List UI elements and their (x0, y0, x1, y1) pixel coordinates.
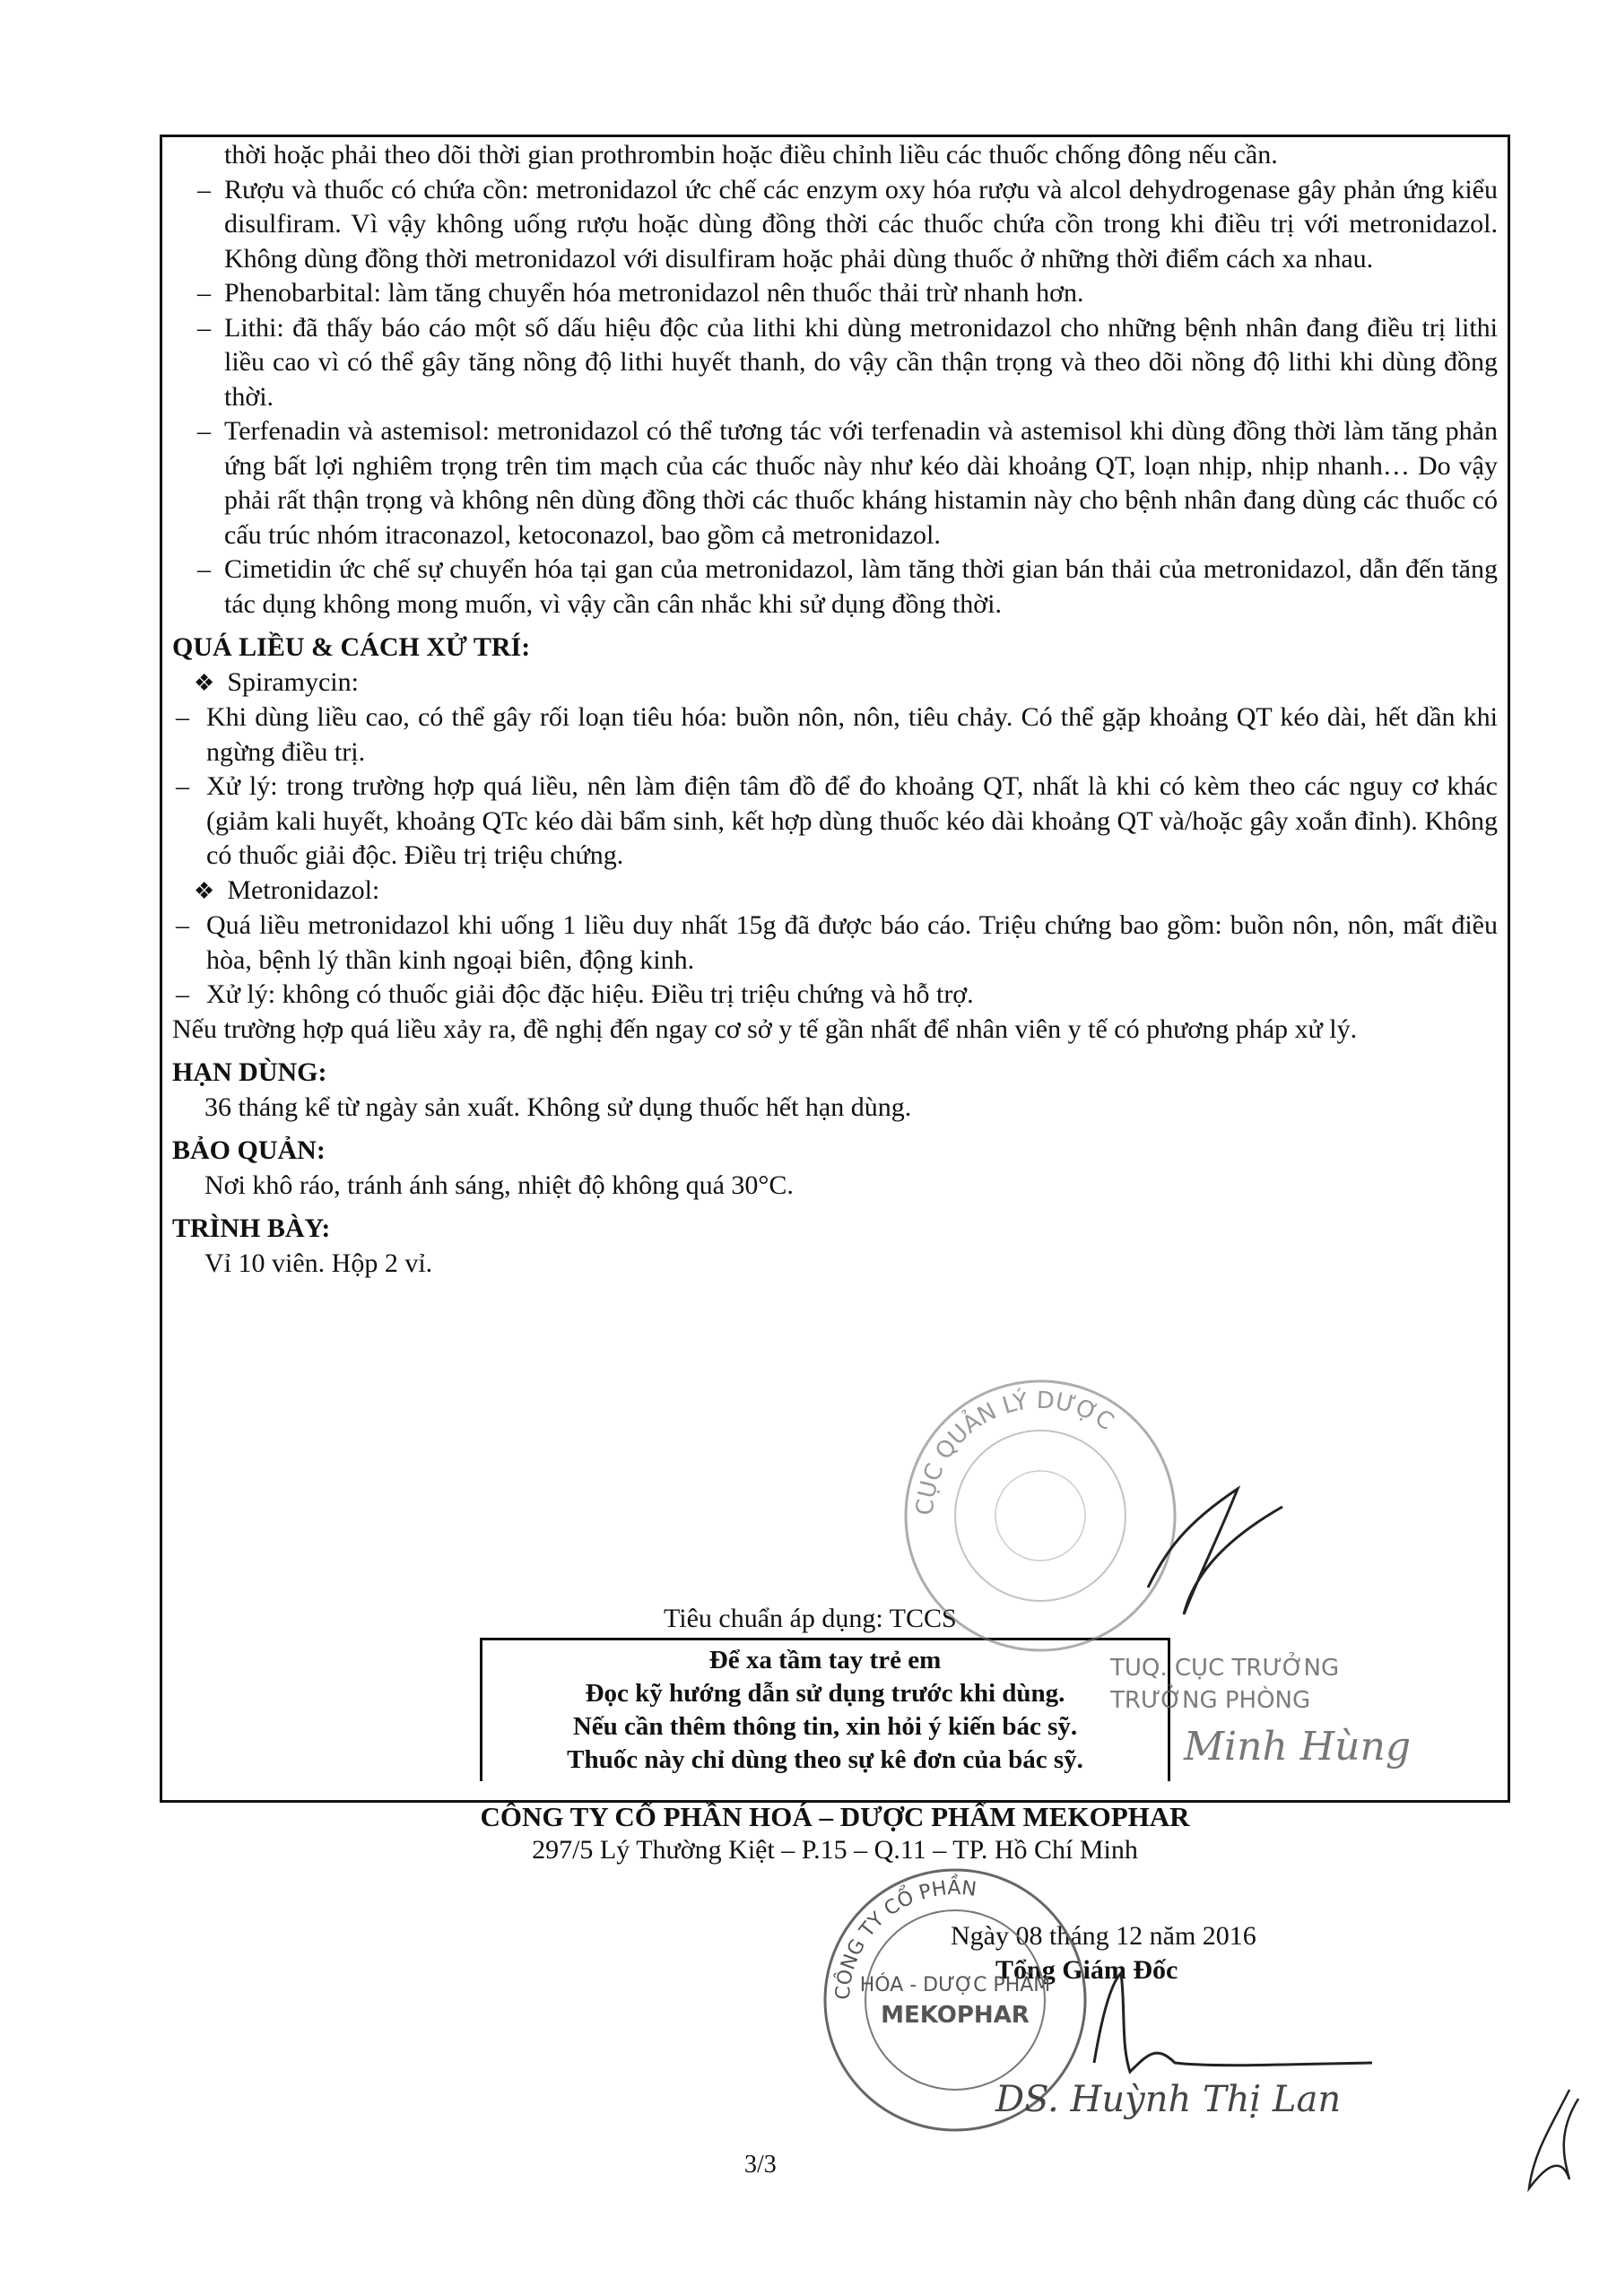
interaction-item-6: – Cimetidin ức chế sự chuyển hóa tại gan của metronidazol, làm tăng thời gian bán thải của metronidazol, dẫn đến tăng tác dụng không mong muốn, vì vậy cần cân nhắc khi sử dụng đồng thời. (172, 552, 1498, 622)
warning-line-4: Thuốc này chỉ dùng theo sự kê đơn của bác sỹ. (567, 1745, 1083, 1774)
overdose-note: Nếu trường hợp quá liều xảy ra, đề nghị đến ngay cơ sở y tế gần nhất để nhân viên y tế có phương pháp xử lý. (172, 1013, 1358, 1044)
page-number: 3/3 (744, 2151, 777, 2179)
approval-stamp: TUQ. CỤC TRƯỞNG TRƯỞNG PHÒNG (1110, 1655, 1340, 1714)
diamond-bullet-icon: ❖ (194, 877, 215, 904)
interaction-item-4: – Lithi: đã thấy báo cáo một số dấu hiệu độc của lithi khi dùng metronidazol cho những bệnh nhân đang điều trị lithi liều cao vì có thể gây tăng nồng độ lithi huyết thanh, do vậy cần thận trọng và theo dõi nồng độ lithi khi dùng đồng thời. (172, 311, 1498, 415)
applied-standard: Tiêu chuẩn áp dụng: TCCS (664, 1604, 957, 1633)
director-title: Tổng Giám Đốc (995, 1955, 1178, 1985)
interaction-item-1: thời hoặc phải theo dõi thời gian prothrombin hoặc điều chỉnh liều các thuốc chống đông nếu cần. (224, 140, 1278, 170)
shelf-life-text: 36 tháng kể từ ngày sản xuất. Không sử dụng thuốc hết hạn dùng. (204, 1091, 912, 1122)
signer-name: DS. Huỳnh Thị Lan (995, 2079, 1342, 2120)
interaction-item-2: – Rượu và thuốc có chứa cồn: metronidazol ức chế các enzym oxy hóa rượu và alcol dehydrogenase gây phản ứng kiểu disulfiram. Vì vậy không uống rượu hoặc dùng đồng thời các thuốc chứa cồn trong khi điều trị với metronidazol. Không dùng đồng thời metronidazol với disulfiram hoặc phải dùng thuốc ở những thời điểm cách xa nhau. (172, 173, 1498, 277)
interaction-item-3: – Phenobarbital: làm tăng chuyển hóa metronidazol nên thuốc thải trừ nhanh hơn. (172, 276, 1498, 311)
diamond-bullet-icon: ❖ (194, 669, 215, 696)
spiramycin-item-1: – Khi dùng liều cao, có thể gây rối loạn tiêu hóa: buồn nôn, nôn, tiêu chảy. Có thể gặp khoảng QT kéo dài, hết dần khi ngừng điều trị. (172, 700, 1498, 770)
svg-text:HÓA - DƯỢC PHẨM: HÓA - DƯỢC PHẨM (859, 1974, 1051, 1996)
shelf-life-title: HẠN DÙNG: (172, 1057, 327, 1087)
warning-box (480, 1638, 1170, 1781)
spiramycin-item-2: – Xử lý: trong trường hợp quá liều, nên làm điện tâm đồ để đo khoảng QT, nhất là khi có kèm theo các nguy cơ khác (giảm kali huyết, khoảng QTc kéo dài bẩm sinh, kết hợp dùng thuốc kéo dài khoảng QT và/hoặc gây xoắn đỉnh). Không có thuốc giải độc. Điều trị triệu chứng. (172, 770, 1498, 874)
company-name: CÔNG TY CỔ PHẦN HOÁ – DƯỢC PHẨM MEKOPHAR (480, 1801, 1190, 1832)
svg-text:MEKOPHAR: MEKOPHAR (881, 2002, 1030, 2029)
approver-signature: Minh Hùng (1184, 1724, 1411, 1770)
storage-text: Nơi khô ráo, tránh ánh sáng, nhiệt độ không quá 30°C. (204, 1170, 794, 1200)
company-address: 297/5 Lý Thường Kiệt – P.15 – Q.11 – TP. Hồ Chí Minh (532, 1835, 1138, 1865)
warning-line-3: Nếu cần thêm thông tin, xin hỏi ý kiến bác sỹ. (572, 1712, 1078, 1741)
presentation-text: Vỉ 10 viên. Hộp 2 vỉ. (204, 1248, 433, 1278)
spiramycin-subheading: ❖ Spiramycin: (194, 666, 359, 697)
storage-title: BẢO QUẢN: (172, 1135, 326, 1165)
metronidazol-subheading: ❖ Metronidazol: (194, 874, 380, 905)
warning-line-1: Để xa tầm tay trẻ em (708, 1646, 942, 1674)
initials-icon (1516, 2081, 1587, 2206)
document-body (172, 138, 1498, 1281)
warning-line-2: Đọc kỹ hướng dẫn sử dụng trước khi dùng. (585, 1679, 1065, 1708)
overdose-title: QUÁ LIỀU & CÁCH XỬ TRÍ: (172, 632, 531, 662)
svg-text:CỤC QUẢN LÝ DƯỢC: CỤC QUẢN LÝ DƯỢC (911, 1387, 1118, 1517)
presentation-title: TRÌNH BÀY: (172, 1213, 331, 1243)
metronidazol-item-2: – Xử lý: không có thuốc giải độc đặc hiệu. Điều trị triệu chứng và hỗ trợ. (172, 978, 1498, 1013)
metronidazol-item-1: – Quá liều metronidazol khi uống 1 liều duy nhất 15g đã được báo cáo. Triệu chứng bao gồm: buồn nôn, nôn, mất điều hòa, bệnh lý thần kinh ngoại biên, động kinh. (172, 909, 1498, 978)
interaction-item-5: – Terfenadin và astemisol: metronidazol có thể tương tác với terfenadin và astemisol khi dùng đồng thời làm tăng phản ứng bất lợi nghiêm trọng trên tim mạch của các thuốc này như kéo dài khoảng QT, loạn nhịp, nhịp nhanh… Do vậy phải rất thận trọng và không nên dùng đồng thời các thuốc kháng histamin này cho bệnh nhân đang dùng các thuốc có cấu trúc nhóm itraconazol, ketoconazol, bao gồm cả metronidazol. (172, 414, 1498, 552)
issue-date: Ngày 08 tháng 12 năm 2016 (951, 1921, 1256, 1951)
svg-text:CÔNG TY CỔ PHẦN: CÔNG TY CỔ PHẦN (831, 1876, 978, 2001)
